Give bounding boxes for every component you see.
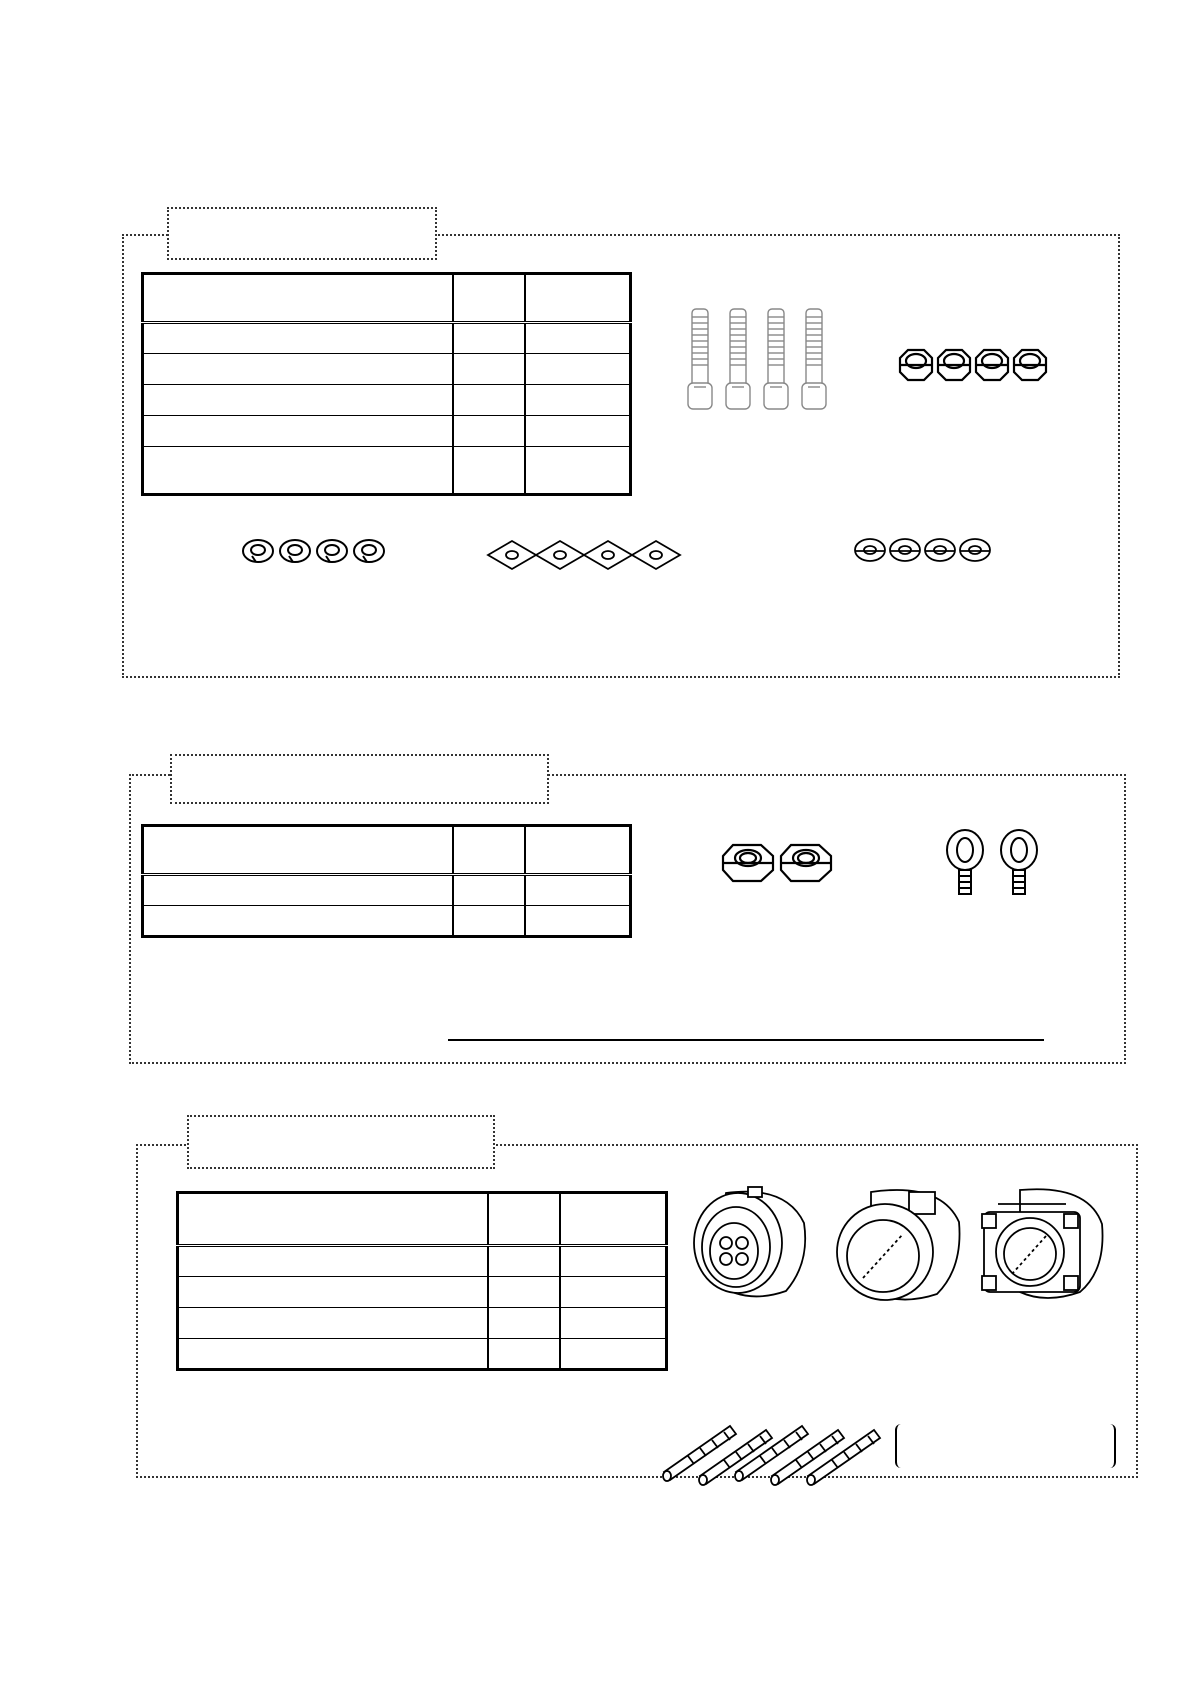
eye-bolt-icon	[943, 828, 1053, 896]
section3-table	[176, 1191, 668, 1371]
spring-washer-icon	[240, 536, 392, 566]
section2-note-underline	[448, 1039, 1044, 1041]
table-row	[143, 354, 631, 385]
table-row	[178, 1277, 667, 1308]
table-row	[143, 906, 631, 937]
hex-nut-icon	[894, 344, 1054, 386]
section2-tab	[170, 754, 549, 804]
cap-screw-icon	[684, 305, 849, 415]
table-row	[143, 875, 631, 906]
table-row	[143, 416, 631, 447]
square-washer-icon	[486, 537, 686, 573]
connector-receptacle-icon	[980, 1184, 1108, 1308]
section2-table	[141, 824, 632, 938]
s3-header-name	[178, 1193, 489, 1246]
section3-bracket-note	[895, 1424, 1116, 1468]
s1-header-remarks	[525, 274, 631, 323]
table-row	[143, 385, 631, 416]
lock-nut-icon	[719, 840, 835, 886]
s3-header-remarks	[560, 1193, 667, 1246]
table-row	[178, 1246, 667, 1277]
flat-washer-icon	[853, 536, 997, 564]
table-row	[143, 323, 631, 354]
s2-header-qty	[453, 826, 525, 875]
contact-pin-icon	[660, 1406, 895, 1486]
table-row	[143, 447, 631, 495]
table-row	[178, 1308, 667, 1339]
s2-header-remarks	[525, 826, 631, 875]
s2-header-name	[143, 826, 454, 875]
section1-tab	[167, 207, 437, 260]
s3-header-qty	[488, 1193, 560, 1246]
connector-plug-icon	[686, 1183, 816, 1303]
section3-tab	[187, 1115, 495, 1169]
connector-cap-icon	[831, 1182, 966, 1306]
s1-header-name	[143, 274, 454, 323]
table-row	[178, 1339, 667, 1370]
section1-table	[141, 272, 632, 496]
s1-header-qty	[453, 274, 525, 323]
